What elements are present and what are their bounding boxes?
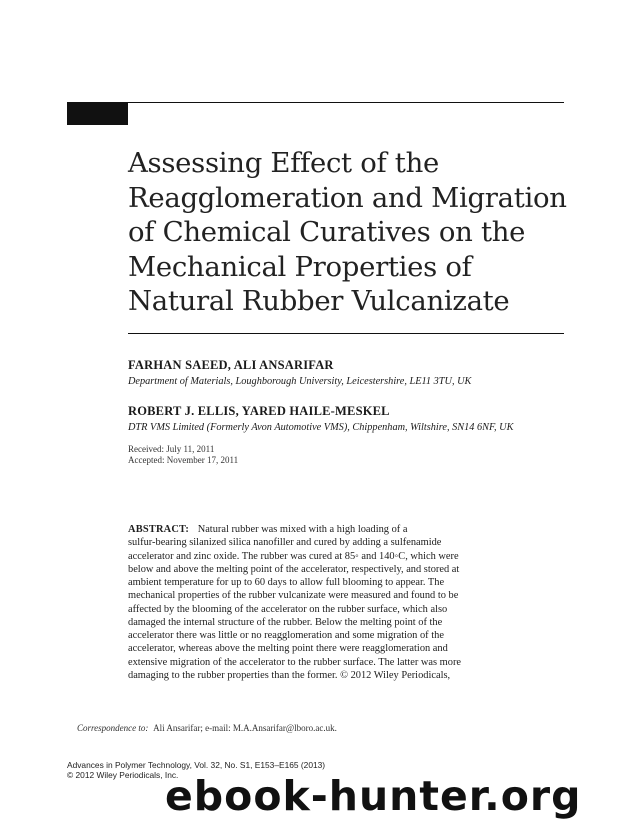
abstract-line: damaged the internal structure of the rubber. Below the melting point of the bbox=[128, 616, 443, 628]
abstract-line: accelerator and zinc oxide. The rubber was cured at 85◦ and 140◦C, which were bbox=[128, 550, 459, 562]
abstract-line: extensive migration of the accelerator to the rubber surface. The latter was more bbox=[128, 656, 462, 668]
abstract-line: accelerator there was little or no reagglomeration and some migration of the bbox=[128, 630, 444, 641]
abstract-line: sulfur-bearing silanized silica nanofiller and cured by adding a sulfenamide bbox=[128, 537, 442, 549]
correspondence-label: Correspondence to: bbox=[77, 723, 149, 733]
abstract-line bbox=[128, 523, 566, 536]
abstract bbox=[128, 523, 566, 682]
correspondence-text: Ali Ansarifar; e-mail: M.A.Ansarifar@lboro.ac.uk. bbox=[153, 723, 337, 733]
title-line: Assessing Effect of the bbox=[128, 147, 439, 179]
author-names-group-2: ROBERT J. ELLIS, YARED HAILE-MESKEL bbox=[128, 404, 390, 418]
top-rule bbox=[128, 102, 564, 103]
title-line: of Chemical Curatives on the bbox=[128, 216, 526, 248]
title-line: Reagglomeration and Migration bbox=[128, 181, 567, 214]
author-names-group-1: FARHAN SAEED, ALI ANSARIFAR bbox=[128, 358, 334, 372]
journal-citation: Advances in Polymer Technology, Vol. 32, No. S1, E153–E165 (2013) bbox=[67, 760, 326, 770]
article-title bbox=[128, 146, 568, 319]
abstract-line: mechanical properties of the rubber vulcanizate were measured and found to be bbox=[128, 590, 459, 602]
watermark: ebook-hunter.org bbox=[165, 772, 582, 820]
abstract-heading: ABSTRACT: bbox=[128, 524, 190, 535]
copyright-line: © 2012 Wiley Periodicals, Inc. bbox=[67, 770, 179, 780]
abstract-line: ambient temperature for up to 60 days to allow full blooming to appear. The bbox=[128, 577, 445, 588]
accepted-date: Accepted: November 17, 2011 bbox=[128, 455, 239, 465]
title-line: Mechanical Properties of bbox=[128, 250, 472, 283]
header-black-tab bbox=[67, 102, 128, 125]
affiliation-2: DTR VMS Limited (Formerly Avon Automotive VMS), Chippenham, Wiltshire, SN14 6NF, UK bbox=[128, 422, 514, 433]
received-date: Received: July 11, 2011 bbox=[128, 444, 215, 454]
abstract-line: below and above the melting point of the accelerator, respectively, and stored at bbox=[128, 563, 460, 575]
title-rule bbox=[128, 333, 564, 334]
title-line: Natural Rubber Vulcanizate bbox=[128, 285, 510, 317]
abstract-line: affected by the blooming of the accelerator on the rubber surface, which also bbox=[128, 603, 448, 615]
abstract-line: damaging to the rubber properties than the former. © 2012 Wiley Periodicals, bbox=[128, 669, 451, 681]
abstract-line-text: Natural rubber was mixed with a high loading of a bbox=[197, 524, 408, 535]
correspondence-note bbox=[77, 723, 337, 733]
affiliation-1: Department of Materials, Loughborough University, Leicestershire, LE11 3TU, UK bbox=[128, 376, 472, 387]
abstract-line: accelerator, whereas above the melting point there were reagglomeration and bbox=[128, 643, 448, 655]
